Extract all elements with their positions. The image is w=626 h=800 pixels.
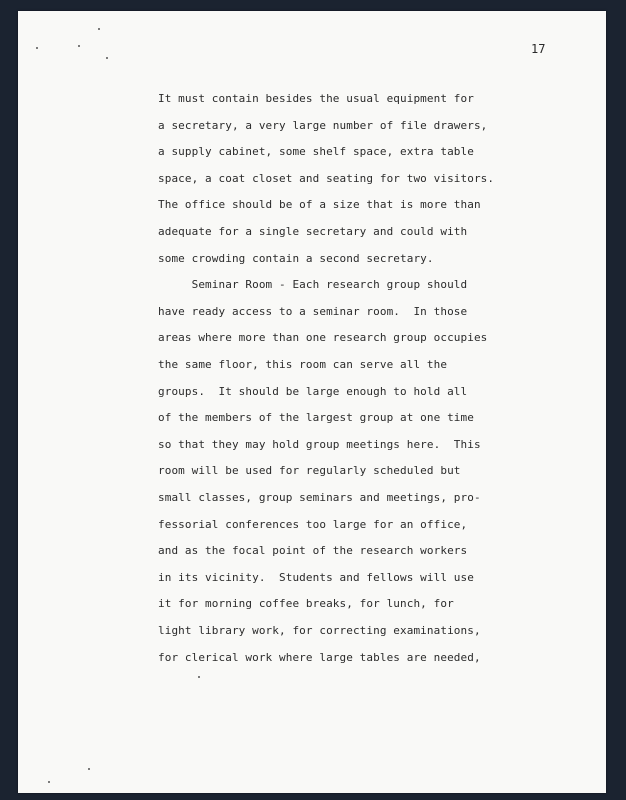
text-line: a secretary, a very large number of file drawers,: [158, 118, 488, 132]
scan-speck: [88, 768, 90, 770]
text-line: small classes, group seminars and meetings, pro-: [158, 491, 481, 504]
text-line: It must contain besides the usual equipment for: [158, 92, 474, 105]
text-line: space, a coat closet and seating for two visitors.: [158, 171, 495, 185]
text-line: room will be used for regularly scheduled but: [158, 464, 461, 478]
text-line: and as the focal point of the research workers: [158, 544, 468, 558]
text-line: in its vicinity. Students and fellows will use: [158, 570, 474, 584]
text-line: Seminar Room - Each research group should: [158, 278, 468, 292]
scan-speck: [98, 28, 100, 30]
text-line: The office should be of a size that is more than: [158, 198, 481, 212]
text-line: adequate for a single secretary and could with: [158, 225, 468, 238]
scan-speck: [198, 676, 200, 678]
text-line: a supply cabinet, some shelf space, extra table: [158, 145, 474, 159]
text-line: have ready access to a seminar room. In those: [158, 304, 468, 318]
text-line: of the members of the largest group at one time: [158, 411, 474, 425]
scan-speck: [48, 781, 50, 783]
scan-speck: [78, 45, 80, 47]
scan-speck: [36, 47, 38, 49]
text-line: fessorial conferences too large for an office,: [158, 517, 468, 531]
page-number: 17: [531, 42, 546, 56]
text-line: for clerical work where large tables are needed,: [158, 650, 481, 664]
text-line: light library work, for correcting examinations,: [158, 624, 481, 637]
text-line: it for morning coffee breaks, for lunch, for: [158, 597, 454, 611]
text-line: the same floor, this room can serve all the: [158, 358, 448, 371]
scan-speck: [106, 57, 108, 59]
text-line: so that they may hold group meetings here. This: [158, 437, 481, 451]
text-line: areas where more than one research group occupies: [158, 331, 488, 345]
text-line: some crowding contain a second secretary.: [158, 251, 434, 265]
text-line: groups. It should be large enough to hold all: [158, 384, 468, 398]
